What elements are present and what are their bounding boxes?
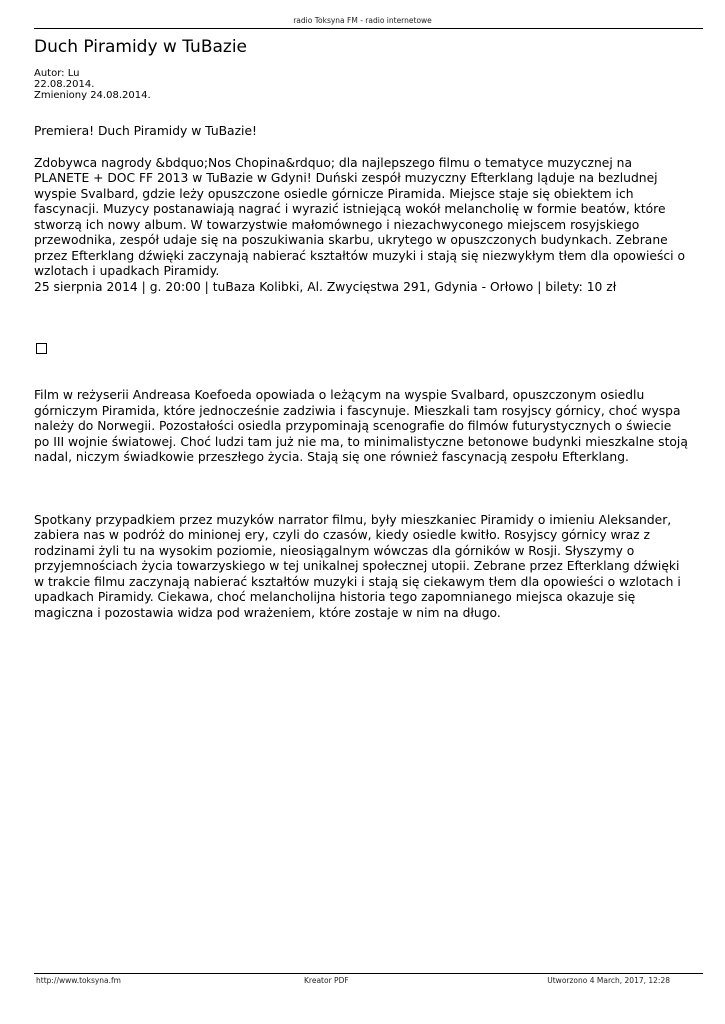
event-info: 25 sierpnia 2014 | g. 20:00 | tuBaza Kolibki, Al. Zwycięstwa 291, Gdynia - Orłowo | bilety: 10 zł — [34, 279, 617, 294]
article-paragraph-1: Zdobywca nagrody &bdquo;Nos Chopina&rdquo; dla najlepszego filmu o tematyce muzycznej na PLANETE + DOC FF 2013 w TuBazie w Gdyni! Duński zespół muzyczny Efterklang ląduje na bezludnej wyspie Svalbard, gdzie leży opuszczone osiedle górnicze Piramida. Miejsce staje się obiektem ich fascynacji. Muzycy postanawiają nagrać i wyrazić istniejącą wokół melancholię w formie beatów, które stworzą ich nowy album. W towarzystwie małomównego i niezachwyconego miejscem rosyjskiego przewodnika, zespół udaje się na poszukiwania skarbu, ukrytego w opuszczonych budynkach. Zebrane przez Efterklang dźwięki zaczynają nabierać kształtów muzyki i stają się niezwykłym tłem dla opowieści o wzlotach i upadkach Piramidy. — [34, 155, 685, 278]
article-paragraph-3: Spotkany przypadkiem przez muzyków narrator filmu, były mieszkaniec Piramidy o imieniu Aleksander, zabiera nas w podróż do minionej ery, czyli do czasów, kiedy osiedle kwitło. Rosyjscy górnicy wraz z rodzinami żyli tu na wysokim poziomie, nieosiągalnym wówczas dla górników w Rosji. Słyszymy o przyjemnościach życia towarzyskiego w tej unikalnej społecznej utopii. Zebrane przez Efterklang dźwięki w trakcie filmu zaczynają nabierać kształtów muzyki i stają się ciekawym tłem dla opowieści o wzlotach i upadkach Piramidy. Ciekawa, choć melancholijna historia tego zapomnianego miejsca okazuje się magiczna i pozostawia widza pod wrażeniem, które zostaje w nim na długo. — [34, 512, 681, 620]
article-paragraph-2: Film w reżyserii Andreasa Koefoeda opowiada o leżącym na wyspie Svalbard, opuszczonym osiedlu górniczym Piramida, które jednocześnie zadziwia i fascynuje. Mieszkali tam rosyjscy górnicy, choć wyspa należy do Norwegii. Pozostałości osiedla przypominają scenografie do filmów futurystycznych o świecie po III wojnie światowej. Choć ludzi tam już nie ma, to minimalistyczne betonowe budynki mieszkalne stoją nadal, niczym świadkowie przeszłego życia. Stają się one również fascynacją zespołu Efterklang. — [34, 388, 688, 464]
page-header: radio Toksyna FM - radio internetowe — [293, 16, 432, 25]
publish-date: 22.08.2014. — [34, 79, 95, 90]
author-line: Autor: Lu — [34, 68, 80, 79]
footer-created: Utworzono 4 March, 2017, 12:28 — [547, 976, 670, 985]
article-body — [34, 124, 690, 621]
footer-rule — [34, 973, 703, 974]
header-rule — [34, 28, 703, 29]
footer-generator: Kreator PDF — [304, 976, 349, 985]
image-placeholder — [36, 343, 47, 354]
footer-url: http://www.toksyna.fm — [36, 976, 121, 985]
article-title: Duch Piramidy w TuBazie — [34, 37, 248, 57]
article-lead: Premiera! Duch Piramidy w TuBazie! — [34, 124, 257, 138]
modified-date: Zmieniony 24.08.2014. — [34, 90, 151, 101]
article-meta — [34, 68, 151, 101]
